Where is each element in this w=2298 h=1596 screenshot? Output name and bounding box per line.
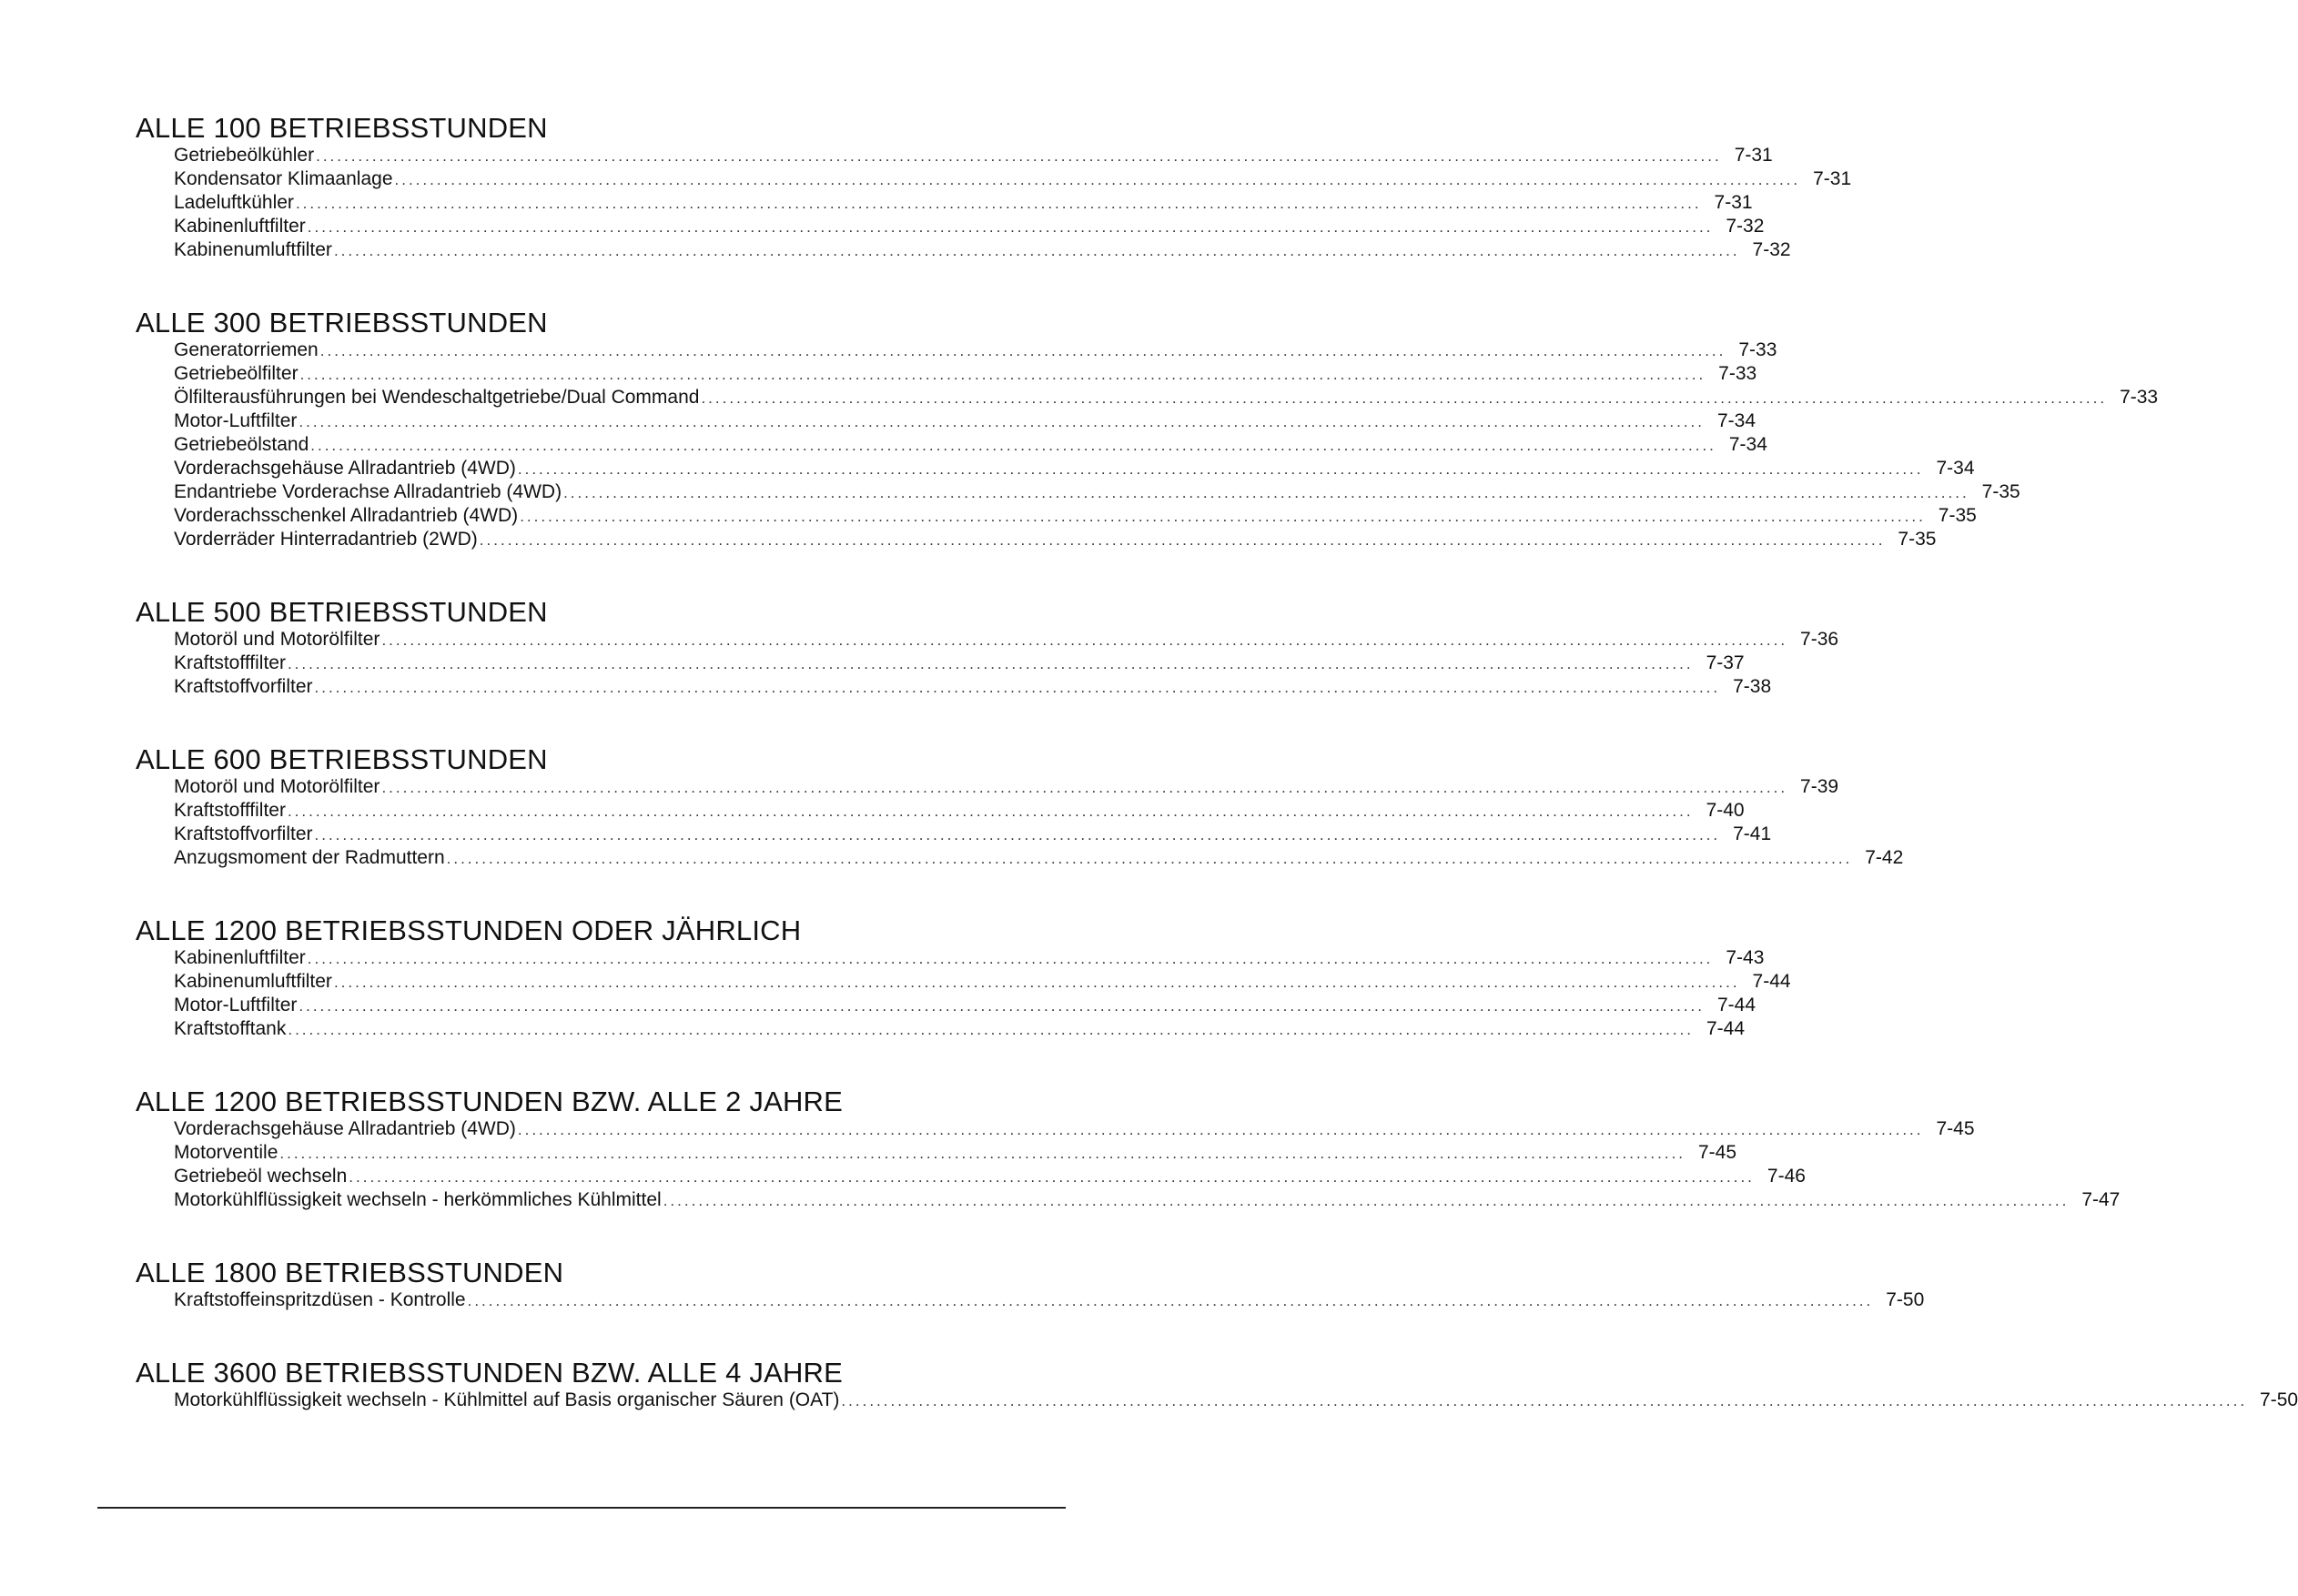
toc-entry[interactable] (174, 191, 1753, 215)
toc-section (136, 307, 2159, 551)
dot-leader: ........................................................................................................................................................................................................ (663, 1192, 2070, 1209)
entry-page: 7-31 (1813, 168, 1852, 189)
entry-page: 7-33 (2120, 387, 2159, 408)
dot-leader: ........................................................................................................................................................................................................ (319, 342, 1726, 359)
entry-title: Motorventile (174, 1142, 278, 1163)
toc-entry[interactable] (174, 338, 1777, 362)
section-heading: ALLE 600 BETRIEBSSTUNDEN (136, 743, 548, 775)
toc-entry[interactable] (174, 1165, 1806, 1188)
entry-title: Getriebeölstand (174, 434, 309, 455)
dot-leader: ........................................................................................................................................................................................................ (307, 218, 1714, 236)
entry-page: 7-41 (1733, 823, 1772, 844)
toc-entry[interactable] (174, 775, 1839, 799)
dot-leader: ........................................................................................................................................................................................................ (381, 631, 1788, 649)
entry-list (136, 1389, 2298, 1412)
dot-leader: ........................................................................................................................................................................................................ (446, 850, 1853, 867)
entry-title: Anzugsmoment der Radmuttern (174, 847, 445, 868)
entry-list (136, 1117, 2121, 1212)
entry-title: Kraftstofffilter (174, 800, 286, 821)
entry-page: 7-31 (1734, 145, 1773, 166)
entry-page: 7-32 (1752, 239, 1791, 260)
toc-entry[interactable] (174, 1017, 1745, 1041)
dot-leader: ........................................................................................................................................................................................................ (316, 147, 1722, 165)
entry-title: Getriebeölkühler (174, 145, 315, 166)
entry-list (136, 338, 2159, 551)
entry-page: 7-47 (2081, 1189, 2121, 1210)
dot-leader: ........................................................................................................................................................................................................ (310, 437, 1716, 454)
toc-entry[interactable] (174, 167, 1852, 191)
dot-leader: ........................................................................................................................................................................................................ (517, 460, 1924, 478)
entry-title: Kabinenumluftfilter (174, 971, 332, 992)
entry-page: 7-45 (1936, 1118, 1975, 1139)
toc-entry[interactable] (174, 144, 1773, 167)
entry-page: 7-46 (1767, 1166, 1806, 1187)
entry-list (136, 144, 1852, 262)
dot-leader: ........................................................................................................................................................................................................ (333, 242, 1740, 259)
section-heading: ALLE 300 BETRIEBSSTUNDEN (136, 307, 548, 338)
entry-page: 7-42 (1865, 847, 1904, 868)
toc-entry[interactable] (174, 823, 1772, 846)
dot-leader: ........................................................................................................................................................................................................ (299, 366, 1706, 383)
entry-page: 7-44 (1752, 971, 1791, 992)
toc-section (136, 743, 1904, 870)
toc-entry[interactable] (174, 1141, 1737, 1165)
entry-title: Generatorriemen (174, 339, 319, 360)
toc-entry[interactable] (174, 362, 1757, 386)
entry-page: 7-32 (1726, 216, 1765, 237)
entry-page: 7-39 (1800, 776, 1839, 797)
entry-title: Kabinenluftfilter (174, 216, 306, 237)
toc-entry[interactable] (174, 799, 1745, 823)
entry-title: Kraftstoffeinspritzdüsen - Kontrolle (174, 1289, 466, 1310)
dot-leader: ........................................................................................................................................................................................................ (333, 974, 1740, 991)
entry-title: Vorderräder Hinterradantrieb (2WD) (174, 529, 478, 550)
toc-entry[interactable] (174, 1389, 2298, 1412)
entry-page: 7-44 (1706, 1018, 1745, 1039)
toc-entry[interactable] (174, 1188, 2121, 1212)
entry-title: Vorderachsgehäuse Allradantrieb (4WD) (174, 1118, 516, 1139)
entry-page: 7-35 (1981, 481, 2020, 502)
entry-title: Motor-Luftfilter (174, 410, 298, 431)
dot-leader: ........................................................................................................................................................................................................ (299, 997, 1706, 1015)
entry-page: 7-50 (1886, 1289, 1925, 1310)
entry-page: 7-34 (1936, 458, 1975, 479)
toc-entry[interactable] (174, 994, 1756, 1017)
section-heading: ALLE 1800 BETRIEBSSTUNDEN (136, 1257, 564, 1288)
dot-leader: ........................................................................................................................................................................................................ (349, 1168, 1755, 1186)
dot-leader: ........................................................................................................................................................................................................ (295, 195, 1702, 212)
toc-section (136, 112, 1852, 262)
dot-leader: ........................................................................................................................................................................................................ (520, 508, 1926, 525)
toc-entry[interactable] (174, 480, 2020, 504)
entry-title: Kraftstoffvorfilter (174, 676, 313, 697)
entry-title: Motorkühlflüssigkeit wechseln - Kühlmittel auf Basis organischer Säuren (OAT) (174, 1389, 840, 1410)
entry-page: 7-45 (1698, 1142, 1737, 1163)
dot-leader: ........................................................................................................................................................................................................ (287, 655, 1694, 672)
dot-leader: ........................................................................................................................................................................................................ (279, 1145, 1686, 1162)
entry-page: 7-35 (1938, 505, 1977, 526)
entry-page: 7-35 (1898, 529, 1937, 550)
section-heading: ALLE 100 BETRIEBSSTUNDEN (136, 112, 548, 144)
toc-entry[interactable] (174, 946, 1765, 970)
toc-entry[interactable] (174, 238, 1791, 262)
entry-page: 7-44 (1716, 995, 1756, 1015)
toc-entry[interactable] (174, 504, 1977, 528)
toc-entry[interactable] (174, 409, 1756, 433)
entry-title: Kraftstofffilter (174, 652, 286, 673)
entry-title: Vorderachsgehäuse Allradantrieb (4WD) (174, 458, 516, 479)
table-of-contents (136, 112, 2298, 1412)
entry-title: Motorkühlflüssigkeit wechseln - herkömmliches Kühlmittel (174, 1189, 662, 1210)
section-heading: ALLE 1200 BETRIEBSSTUNDEN BZW. ALLE 2 JAHRE (136, 1086, 844, 1117)
toc-section (136, 1086, 2121, 1212)
entry-title: Endantriebe Vorderachse Allradantrieb (4WD) (174, 481, 562, 502)
entry-list (136, 628, 1839, 699)
toc-entry[interactable] (174, 846, 1904, 870)
entry-title: Motor-Luftfilter (174, 995, 298, 1015)
entry-page: 7-31 (1714, 192, 1753, 213)
toc-section (136, 1257, 1925, 1312)
toc-entry[interactable] (174, 970, 1791, 994)
entry-page: 7-34 (1728, 434, 1767, 455)
toc-entry[interactable] (174, 1288, 1925, 1312)
entry-page: 7-50 (2260, 1389, 2298, 1410)
toc-section (136, 1357, 2298, 1412)
entry-page: 7-33 (1718, 363, 1757, 384)
entry-page: 7-40 (1706, 800, 1745, 821)
footer-rule (97, 1507, 1066, 1509)
toc-entry[interactable] (174, 652, 1745, 675)
entry-title: Ölfilterausführungen bei Wendeschaltgetriebe/Dual Command (174, 387, 700, 408)
toc-entry[interactable] (174, 433, 1767, 457)
entry-title: Getriebeölfilter (174, 363, 299, 384)
entry-page: 7-34 (1716, 410, 1756, 431)
toc-entry[interactable] (174, 215, 1765, 238)
dot-leader: ........................................................................................................................................................................................................ (701, 389, 2108, 407)
toc-section (136, 596, 1839, 699)
dot-leader: ........................................................................................................................................................................................................ (314, 679, 1721, 696)
entry-title: Kondensator Klimaanlage (174, 168, 393, 189)
dot-leader: ........................................................................................................................................................................................................ (299, 413, 1706, 430)
entry-title: Getriebeöl wechseln (174, 1166, 348, 1187)
dot-leader: ........................................................................................................................................................................................................ (479, 531, 1886, 549)
dot-leader: ........................................................................................................................................................................................................ (307, 950, 1714, 967)
toc-entry[interactable] (174, 675, 1772, 699)
toc-section (136, 914, 1791, 1041)
toc-entry[interactable] (174, 628, 1839, 652)
dot-leader: ........................................................................................................................................................................................................ (288, 1021, 1694, 1038)
entry-title: Kabinenumluftfilter (174, 239, 332, 260)
toc-entry[interactable] (174, 457, 1975, 480)
entry-page: 7-37 (1706, 652, 1745, 673)
toc-entry[interactable] (174, 528, 1937, 551)
entry-title: Ladeluftkühler (174, 192, 294, 213)
entry-list (136, 1288, 1925, 1312)
dot-leader: ........................................................................................................................................................................................................ (517, 1121, 1924, 1138)
dot-leader: ........................................................................................................................................................................................................ (381, 779, 1788, 796)
entry-title: Motoröl und Motorölfilter (174, 776, 380, 797)
entry-title: Motoröl und Motorölfilter (174, 629, 380, 650)
dot-leader: ........................................................................................................................................................................................................ (841, 1392, 2248, 1409)
entry-title: Kraftstoffvorfilter (174, 823, 313, 844)
entry-page: 7-36 (1800, 629, 1839, 650)
section-heading: ALLE 3600 BETRIEBSSTUNDEN BZW. ALLE 4 JAHRE (136, 1357, 844, 1389)
entry-list (136, 946, 1791, 1041)
entry-title: Vorderachsschenkel Allradantrieb (4WD) (174, 505, 519, 526)
dot-leader: ........................................................................................................................................................................................................ (563, 484, 1969, 501)
entry-title: Kabinenluftfilter (174, 947, 306, 968)
dot-leader: ........................................................................................................................................................................................................ (394, 171, 1801, 188)
entry-title: Kraftstofftank (174, 1018, 287, 1039)
entry-page: 7-38 (1733, 676, 1772, 697)
dot-leader: ........................................................................................................................................................................................................ (287, 803, 1694, 820)
dot-leader: ........................................................................................................................................................................................................ (467, 1292, 1874, 1309)
toc-entry[interactable] (174, 1117, 1975, 1141)
section-heading: ALLE 500 BETRIEBSSTUNDEN (136, 596, 548, 628)
entry-list (136, 775, 1904, 870)
dot-leader: ........................................................................................................................................................................................................ (314, 826, 1721, 843)
entry-page: 7-43 (1726, 947, 1765, 968)
section-heading: ALLE 1200 BETRIEBSSTUNDEN ODER JÄHRLICH (136, 914, 802, 946)
entry-page: 7-33 (1738, 339, 1777, 360)
toc-entry[interactable] (174, 386, 2159, 409)
